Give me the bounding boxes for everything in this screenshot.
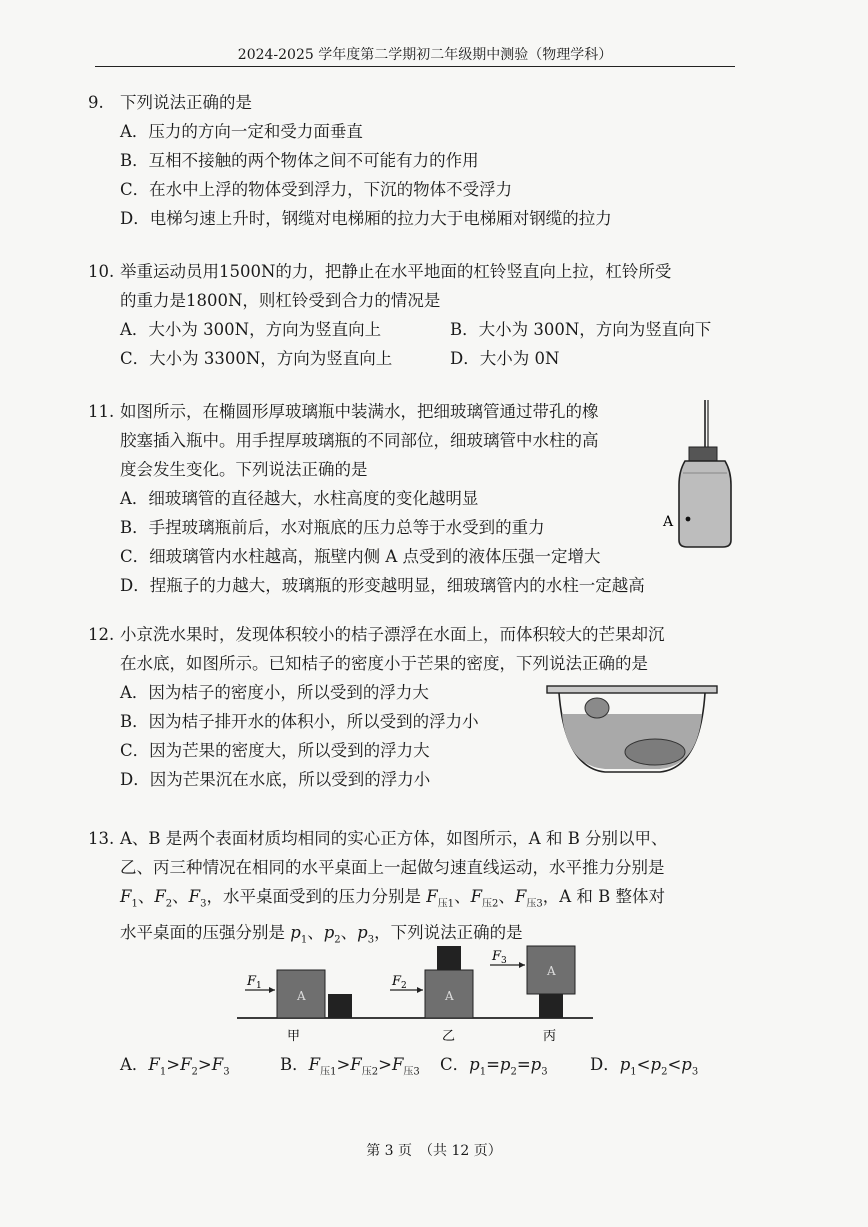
block-b-jia <box>328 994 352 1018</box>
label-a: A <box>547 964 556 978</box>
question-stem-line-1: 如图所示，在椭圆形厚玻璃瓶中装满水，把细玻璃管通过带孔的橡 <box>120 402 599 421</box>
question-stem-line-4: 水平桌面的压强分别是 $p_1$、$p_2$、$p_3$，下列说法正确的是 <box>120 923 523 946</box>
question-10 <box>88 257 738 373</box>
option-c[interactable]: C．$p_1=p_2=p_3$ <box>440 1055 548 1078</box>
question-number: 9. <box>88 93 104 112</box>
question-stem-line-3: 度会发生变化。下列说法正确的是 <box>120 460 368 479</box>
blocks-figure <box>235 940 595 1050</box>
question-stem-line-2: 在水底，如图所示。已知桔子的密度小于芒果的密度，下列说法正确的是 <box>120 654 648 673</box>
page-footer: 第 3 页 （共 12 页） <box>366 1143 502 1159</box>
option-c[interactable]: C．细玻璃管内水柱越高，瓶壁内侧 A 点受到的液体压强一定增大 <box>120 547 601 566</box>
force-f1-sub: 1 <box>256 981 262 991</box>
case-yi-label: 乙 <box>442 1029 456 1044</box>
option-c[interactable]: C．大小为 3300N，方向为竖直向上 <box>120 349 393 368</box>
question-13 <box>88 824 738 955</box>
force-f3-label: F <box>492 949 502 964</box>
label-a: A <box>297 989 306 1003</box>
option-c[interactable]: C．因为芒果的密度大，所以受到的浮力大 <box>120 741 430 760</box>
question-stem-line-3: $F_1$、$F_2$、$F_3$，水平桌面受到的压力分别是 $F_{压1}$、$F_{压2}$、$F_{压3}$，A 和 B 整体对 <box>120 887 665 910</box>
option-d[interactable]: D．因为芒果沉在水底，所以受到的浮力小 <box>120 770 431 789</box>
question-stem-line-2: 胶塞插入瓶中。用手捏厚玻璃瓶的不同部位，细玻璃管中水柱的高 <box>120 431 599 450</box>
orange-shape <box>585 698 609 718</box>
option-b[interactable]: B．大小为 300N，方向为竖直向下 <box>450 320 712 339</box>
mango-shape <box>625 739 685 765</box>
question-stem-line-2: 乙、丙三种情况在相同的水平桌面上一起做匀速直线运动，水平推力分别是 <box>120 858 665 877</box>
question-number: 13. <box>88 829 115 848</box>
label-a: A <box>445 989 454 1003</box>
page-header: 2024-2025 学年度第二学期初二年级期中测验（物理学科） <box>237 47 613 63</box>
header-divider <box>95 66 735 67</box>
question-number: 11. <box>88 402 115 421</box>
question-stem-line-1: A、B 是两个表面材质均相同的实心正方体，如图所示，A 和 B 分别以甲、 <box>120 829 668 848</box>
bottle-figure <box>655 395 735 555</box>
bowl-figure <box>545 680 720 780</box>
question-11 <box>88 397 738 600</box>
case-bing-label: 丙 <box>543 1029 557 1044</box>
block-b-yi <box>437 946 461 970</box>
question-9 <box>88 88 738 233</box>
point-a-label: A <box>663 514 674 530</box>
question-13-options <box>120 1050 760 1086</box>
block-b-bing <box>539 994 563 1018</box>
option-d[interactable]: D．电梯匀速上升时，钢缆对电梯厢的拉力大于电梯厢对钢缆的拉力 <box>120 209 612 228</box>
option-d[interactable]: D．$p_1<p_2<p_3$ <box>590 1055 699 1078</box>
question-number: 12. <box>88 625 115 644</box>
option-a[interactable]: A．因为桔子的密度小，所以受到的浮力大 <box>120 683 429 702</box>
question-stem: 下列说法正确的是 <box>120 93 252 112</box>
option-a[interactable]: A．大小为 300N，方向为竖直向上 <box>120 320 382 339</box>
case-jia-label: 甲 <box>287 1029 301 1044</box>
option-a[interactable]: A．压力的方向一定和受力面垂直 <box>120 122 363 141</box>
question-stem-line-2: 的重力是1800N，则杠铃受到合力的情况是 <box>120 291 441 310</box>
option-b[interactable]: B．手捏玻璃瓶前后，水对瓶底的压力总等于水受到的重力 <box>120 518 545 537</box>
force-f2-label: F <box>392 974 402 989</box>
option-d[interactable]: D．大小为 0N <box>450 349 560 368</box>
force-f1-label: F <box>247 974 257 989</box>
option-a[interactable]: A．$F_1>F_2>F_3$ <box>120 1055 230 1078</box>
option-b[interactable]: B．互相不接触的两个物体之间不可能有力的作用 <box>120 151 479 170</box>
force-f3-sub: 3 <box>501 956 507 966</box>
option-a[interactable]: A．细玻璃管的直径越大，水柱高度的变化越明显 <box>120 489 479 508</box>
force-f2-sub: 2 <box>401 981 407 991</box>
option-b[interactable]: B．$F_{压1}>F_{压2}>F_{压3}$ <box>280 1055 420 1078</box>
option-b[interactable]: B．因为桔子排开水的体积小，所以受到的浮力小 <box>120 712 479 731</box>
point-a-marker <box>686 517 691 522</box>
question-stem-line-1: 举重运动员用1500N的力，把静止在水平地面的杠铃竖直向上拉，杠铃所受 <box>120 262 672 281</box>
option-c[interactable]: C．在水中上浮的物体受到浮力，下沉的物体不受浮力 <box>120 180 513 199</box>
question-number: 10. <box>88 262 115 281</box>
question-stem-line-1: 小京洗水果时，发现体积较小的桔子漂浮在水面上，而体积较大的芒果却沉 <box>120 625 665 644</box>
option-d[interactable]: D．捏瓶子的力越大，玻璃瓶的形变越明显，细玻璃管内的水柱一定越高 <box>120 576 645 595</box>
